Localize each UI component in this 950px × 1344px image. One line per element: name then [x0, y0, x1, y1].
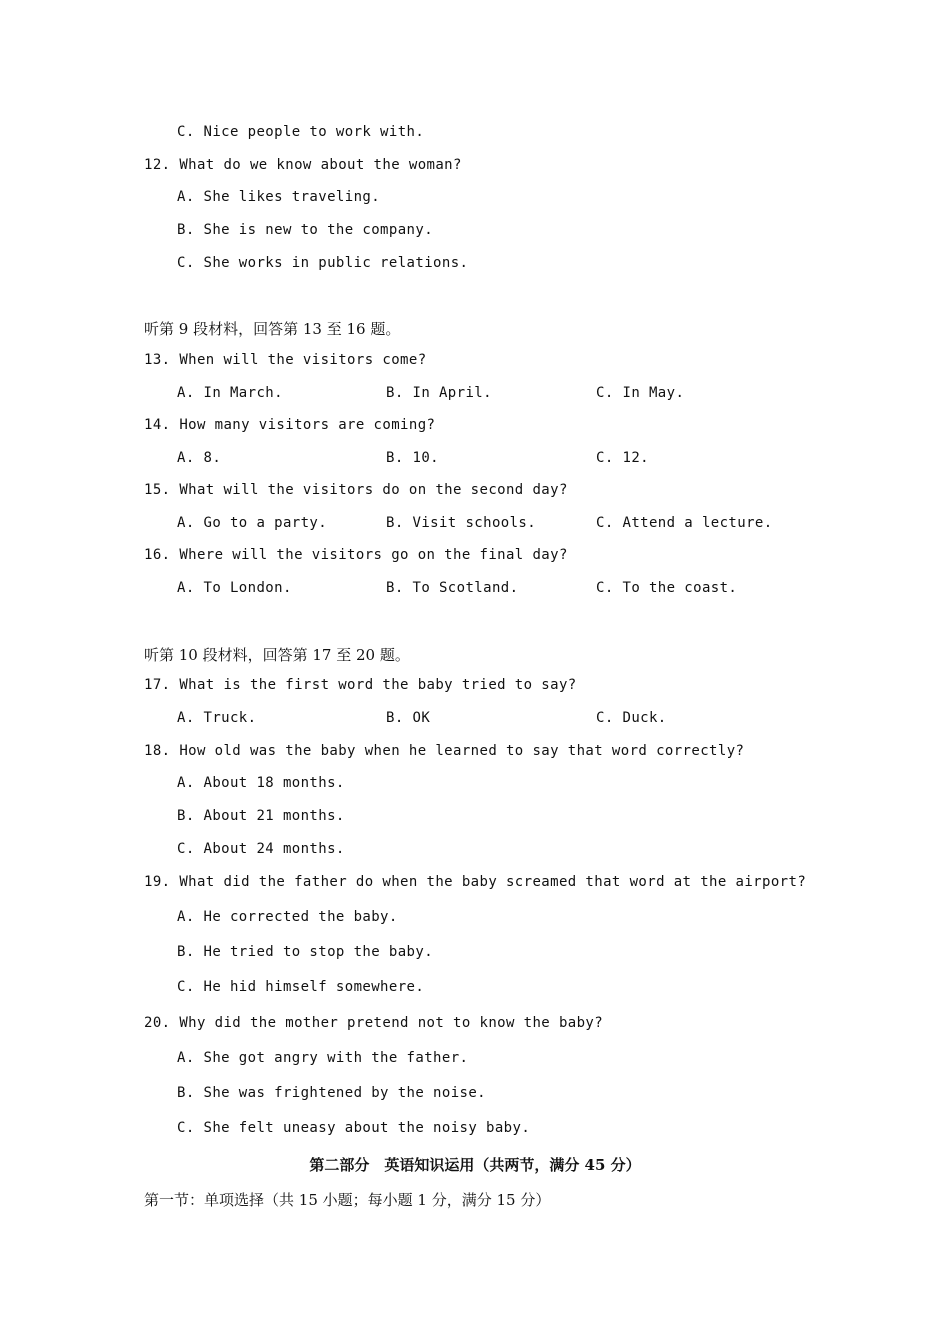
q18-option-c: C. About 24 months.: [177, 841, 345, 857]
q15-option-a: A. Go to a party.: [177, 515, 328, 531]
q17-option-b: B. OK: [386, 710, 431, 726]
q14-option-c: C. 12.: [596, 450, 649, 466]
q19-option-b: B. He tried to stop the baby.: [177, 944, 434, 960]
q15-option-b: B. Visit schools.: [386, 515, 537, 531]
q12-question: 12. What do we know about the woman?: [144, 157, 462, 173]
q11-option-c: C. Nice people to work with.: [177, 124, 425, 140]
q13-option-c: C. In May.: [596, 385, 685, 401]
q19-question: 19. What did the father do when the baby screamed that word at the airport?: [144, 874, 807, 890]
section10-heading: 听第 10 段材料，回答第 17 至 20 题。: [144, 646, 410, 664]
q15-option-c: C. Attend a lecture.: [596, 515, 773, 531]
q18-option-b: B. About 21 months.: [177, 808, 345, 824]
q18-question: 18. How old was the baby when he learned to say that word correctly?: [144, 743, 745, 759]
q12-option-b: B. She is new to the company.: [177, 222, 434, 238]
q19-option-c: C. He hid himself somewhere.: [177, 979, 425, 995]
q15-question: 15. What will the visitors do on the second day?: [144, 482, 568, 498]
section9-heading: 听第 9 段材料，回答第 13 至 16 题。: [144, 320, 401, 338]
q17-question: 17. What is the first word the baby tried to say?: [144, 677, 577, 693]
q20-question: 20. Why did the mother pretend not to know the baby?: [144, 1015, 604, 1031]
q17-option-c: C. Duck.: [596, 710, 667, 726]
q13-option-b: B. In April.: [386, 385, 492, 401]
q16-option-c: C. To the coast.: [596, 580, 738, 596]
q17-option-a: A. Truck.: [177, 710, 257, 726]
q13-option-a: A. In March.: [177, 385, 283, 401]
q14-question: 14. How many visitors are coming?: [144, 417, 436, 433]
part2-section1-heading: 第一节：单项选择（共 15 小题；每小题 1 分，满分 15 分）: [144, 1191, 551, 1209]
q14-option-b: B. 10.: [386, 450, 439, 466]
q12-option-c: C. She works in public relations.: [177, 255, 469, 271]
q12-option-a: A. She likes traveling.: [177, 189, 381, 205]
q18-option-a: A. About 18 months.: [177, 775, 345, 791]
q20-option-c: C. She felt uneasy about the noisy baby.: [177, 1120, 531, 1136]
q13-question: 13. When will the visitors come?: [144, 352, 427, 368]
q16-option-b: B. To Scotland.: [386, 580, 519, 596]
q20-option-b: B. She was frightened by the noise.: [177, 1085, 487, 1101]
q20-option-a: A. She got angry with the father.: [177, 1050, 469, 1066]
q19-option-a: A. He corrected the baby.: [177, 909, 398, 925]
part2-title: 第二部分 英语知识运用（共两节，满分 45 分）: [309, 1156, 641, 1174]
q16-option-a: A. To London.: [177, 580, 292, 596]
q14-option-a: A. 8.: [177, 450, 222, 466]
q16-question: 16. Where will the visitors go on the final day?: [144, 547, 568, 563]
